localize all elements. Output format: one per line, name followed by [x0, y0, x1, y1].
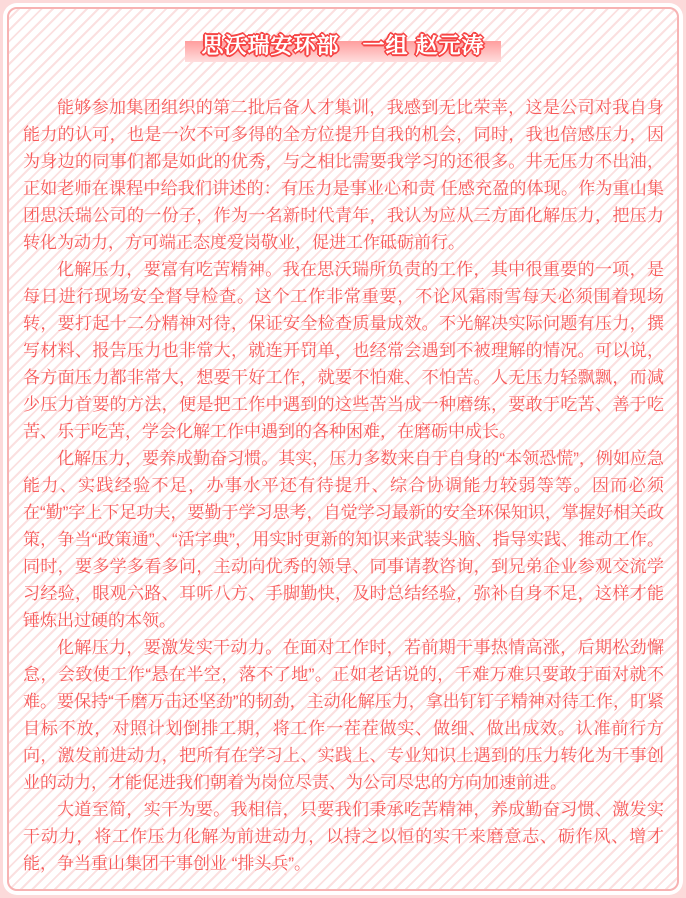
paragraph: 化解压力，要激发实干动力。在面对工作时，若前期干事热情高涨，后期松劲懈怠，会致使工作“悬在半空，落不了地”。正如老话说的，千难万难只要敢于面对就不难。要保持“千磨万击还坚劲”的韧劲，主动化解压力，拿出钉钉子精神对待工作，盯紧目标不放，对照计划倒排工期，将工作一茬茬做实、做细、做出成效。认准前行方向，激发前进动力，把所有在学习上、实践上、专业知识上遇到的压力转化为干事创业的动力，才能促进我们朝着为岗位尽责、为公司尽忠的方向加速前进。: [23, 638, 664, 792]
header: [9, 9, 677, 64]
paragraph: 化解压力，要富有吃苦精神。我在思沃瑞所负责的工作，其中很重要的一项，是每日进行现场安全督导检查。这个工作非常重要，不论风霜雨雪每天必须围着现场转，要打起十二分精神对待，保证安全检查质量成效。不光解决实际问题有压力，撰写材料、报告压力也非常大，就连开罚单，也经常会遇到不被理解的情况。可以说，各方面压力都非常大，想要干好工作，就要不怕难、不怕苦。人无压力轻飘飘，而减少压力首要的方法，便是把工作中遇到的这些苦当成一种磨练，要敢于吃苦、善于吃苦、乐于吃苦，学会化解工作中遇到的各种困难，在磨砺中成长。: [23, 260, 664, 441]
page-title: 思沃瑞安环部 一组 赵元涛: [201, 33, 485, 58]
document-body: [9, 94, 677, 877]
paragraph: 大道至简，实干为要。我相信，只要我们秉承吃苦精神，养成勤奋习惯、激发实干动力，将工作压力化解为前进动力，以持之以恒的实干来磨意志、砺作风、增才能，争当重山集团干事创业 “排头兵”。: [23, 800, 664, 873]
title-badge: [191, 31, 494, 64]
paragraph: 能够参加集团组织的第二批后备人才集训，我感到无比荣幸，这是公司对我自身能力的认可，也是一次不可多得的全方位提升自我的机会，同时，我也倍感压力，因为身边的同事们都是如此的优秀，与之相比需要我学习的还很多。井无压力不出油，正如老师在课程中给我们讲述的：有压力是事业心和责 任感充盈的体现。作为重山集团思沃瑞公司的一份子，作为一名新时代青年，我认为应从三方面化解压力，把压力转化为动力，方可端正态度爱岗敬业，促进工作砥砺前行。: [23, 98, 664, 252]
document-card: [7, 7, 679, 891]
paragraph: 化解压力，要养成勤奋习惯。其实，压力多数来自于自身的“本领恐慌”，例如应急能力、实践经验不足，办事水平还有待提升、综合协调能力较弱等等。因而必须在“勤”字上下足功夫，要勤于学习思考，自觉学习最新的安全环保知识，掌握好相关政策，争当“政策通”、“活字典”，用实时更新的知识来武装头脑、指导实践、推动工作。同时，要多学多看多问，主动向优秀的领导、同事请教咨询，到兄弟企业参观交流学习经验，眼观六路、耳听八方、手脚勤快，及时总结经验，弥补自身不足，这样才能锤炼出过硬的本领。: [23, 449, 664, 630]
